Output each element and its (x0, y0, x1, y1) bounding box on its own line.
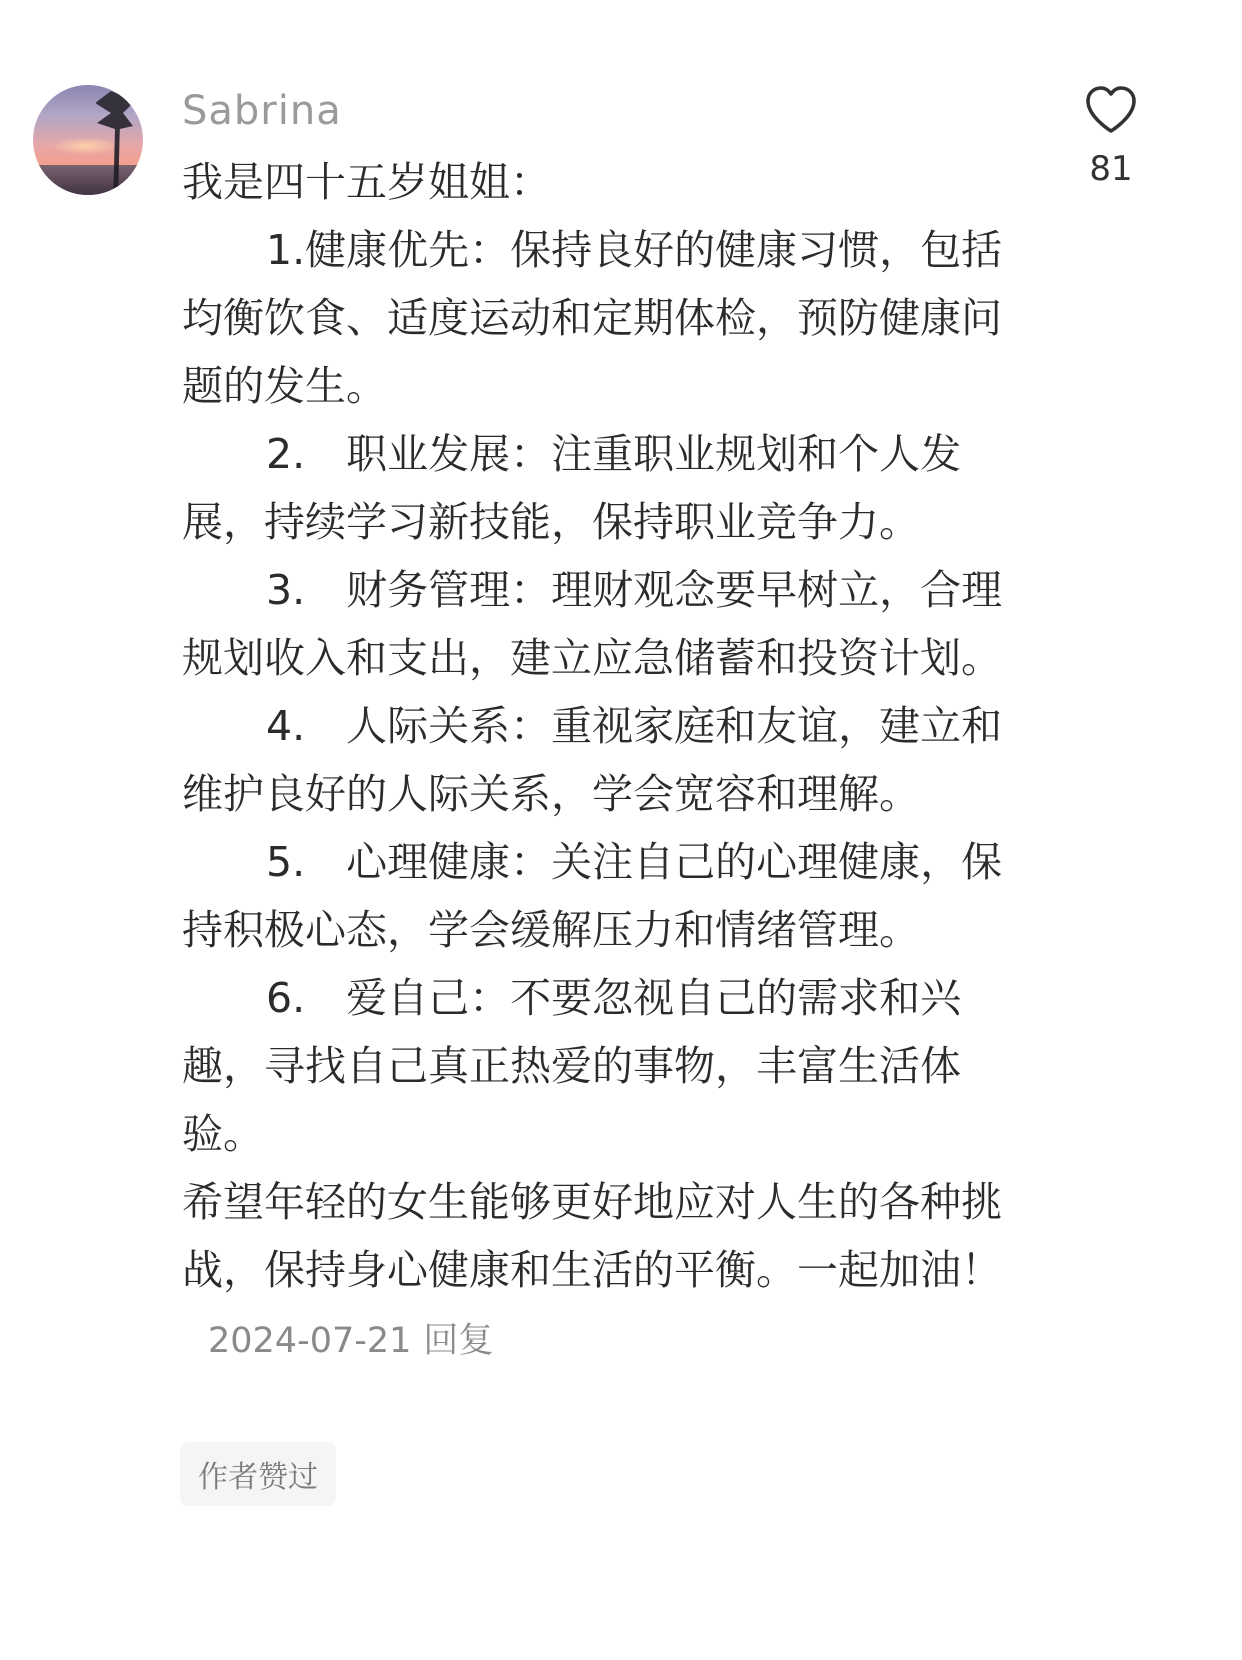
comment-item-4: 4. 人际关系：重视家庭和友谊，建立和维护良好的人际关系，学会宽容和理解。 (182, 702, 1003, 818)
comment-body (182, 148, 1022, 1375)
comment-item-3: 3. 财务管理：理财观念要早树立，合理规划收入和支出，建立应急储蓄和投资计划。 (182, 566, 1003, 682)
heart-icon (1084, 85, 1138, 135)
comment-intro: 我是四十五岁姐姐： (182, 158, 551, 206)
reply-button[interactable]: 回复 (423, 1321, 494, 1361)
avatar-sun-glow (51, 137, 121, 155)
comment-item-6: 6. 爱自己：不要忽视自己的需求和兴趣，寻找自己真正热爱的事物，丰富生活体验。 (182, 974, 962, 1158)
username[interactable]: Sabrina (182, 88, 342, 134)
comment-item-5: 5. 心理健康：关注自己的心理健康，保持积极心态，学会缓解压力和情绪管理。 (182, 838, 1003, 954)
like-button[interactable] (1080, 85, 1142, 189)
avatar-sea (33, 165, 143, 195)
comment-timestamp: 2024-07-21 (208, 1321, 412, 1361)
comment-item-1: 1.健康优先：保持良好的健康习惯，包括均衡饮食、适度运动和定期体检，预防健康问题的发生。 (182, 226, 1003, 410)
comment-closing-text: 希望年轻的女生能够更好地应对人生的各种挑战，保持身心健康和生活的平衡。一起加油！ (182, 1178, 1002, 1294)
comment-item-2: 2. 职业发展：注重职业规划和个人发展，持续学习新技能，保持职业竞争力。 (182, 430, 962, 546)
like-count: 81 (1089, 149, 1133, 189)
avatar[interactable] (33, 85, 143, 195)
comment-closing (182, 1168, 1022, 1375)
author-liked-badge: 作者赞过 (180, 1442, 336, 1506)
